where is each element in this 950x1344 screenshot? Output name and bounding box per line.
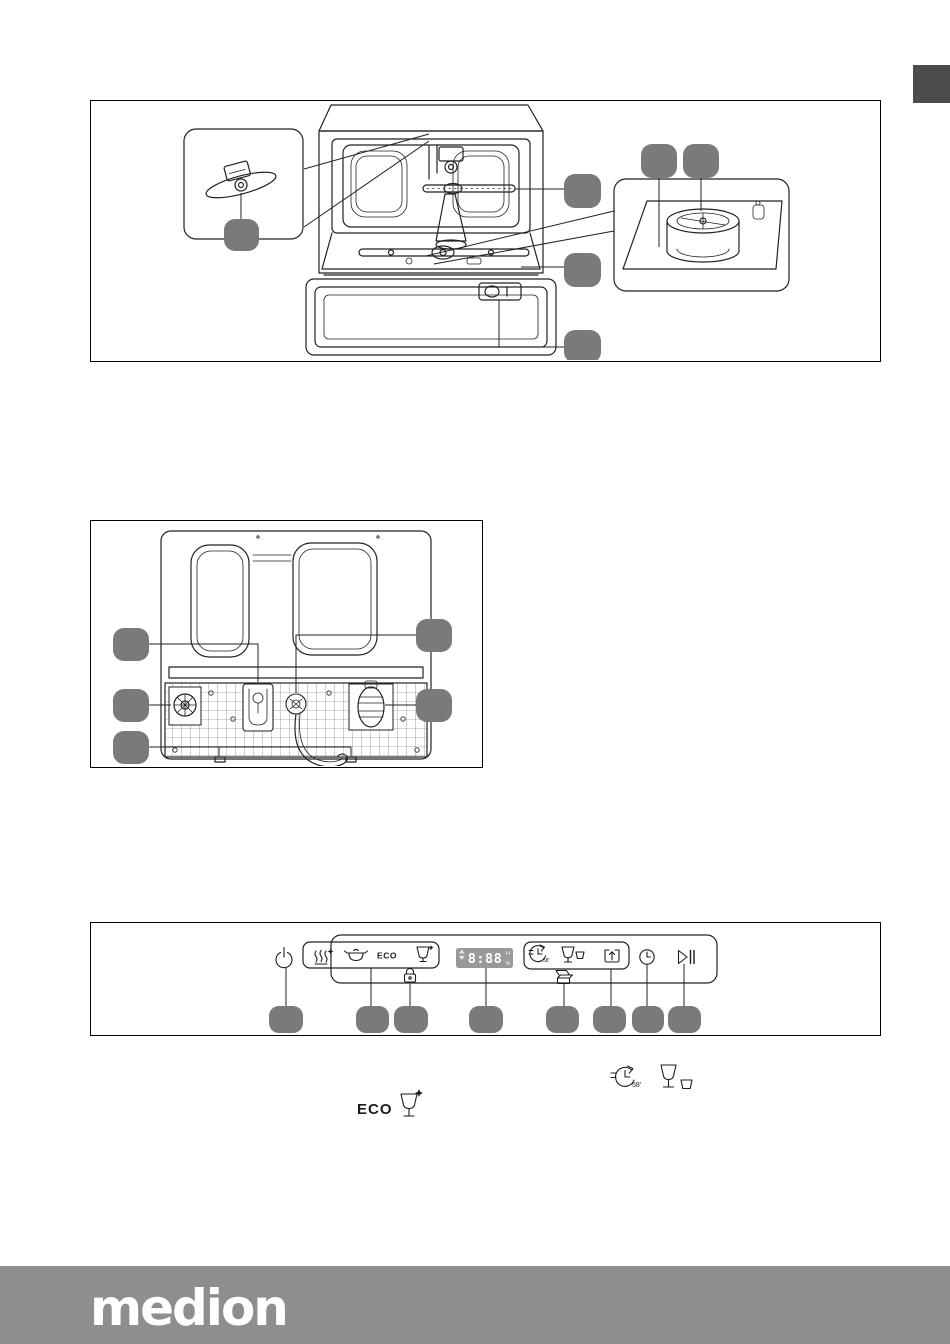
- dishwasher-rear-drawing: [91, 521, 481, 766]
- detergent-dispenser: [479, 283, 521, 300]
- lower-spray-arm: [359, 246, 529, 264]
- body-function-icons: [595, 1055, 710, 1103]
- water-feed-tube: [436, 194, 466, 249]
- express-duration-label: 58': [632, 1082, 642, 1089]
- rear-embossed-panels: [191, 536, 379, 657]
- filter-cylinder: [667, 209, 739, 262]
- figure-dishwasher-rear: [90, 520, 483, 768]
- open-door: [306, 279, 556, 355]
- callout-badge: [394, 1006, 428, 1033]
- start-pause-icon: [679, 951, 695, 964]
- figure-control-panel: [90, 922, 881, 1036]
- dishwasher-interior-drawing: [91, 101, 879, 360]
- eco-program-label: ECO: [377, 950, 397, 961]
- express-function-icon: [529, 945, 550, 964]
- filter-cap: [753, 201, 764, 219]
- callout-badge: [269, 1006, 303, 1033]
- callout-badge: [564, 253, 601, 287]
- callout-badge: [469, 1006, 503, 1033]
- callout-badge: [113, 731, 149, 764]
- page-corner-tab: [913, 65, 950, 103]
- drain-connector: [286, 694, 306, 714]
- tub-edges: [322, 233, 540, 275]
- child-lock-icon: [405, 969, 416, 983]
- rinse-aid-function-icon: [605, 950, 619, 962]
- callout-lines-panel: [286, 964, 684, 1006]
- glass-star-icon: [401, 1089, 423, 1116]
- inset-spray-arm-detail: [184, 129, 303, 251]
- inset-filter-detail: [614, 144, 789, 291]
- callout-badge: [632, 1006, 664, 1033]
- timer-icon: [640, 950, 654, 964]
- callout-badge: [416, 689, 452, 722]
- express-58-icon: [611, 1066, 641, 1089]
- water-inlet-valve: [169, 687, 201, 725]
- interior-back-panels: [351, 151, 509, 217]
- display-value: 8:88: [467, 950, 503, 967]
- callout-badge: [224, 219, 259, 251]
- normal-program-icon: [345, 950, 368, 961]
- power-icon: [276, 948, 292, 968]
- brand-logo: medion: [90, 1279, 287, 1337]
- callout-badge: [546, 1006, 579, 1033]
- callout-badge: [593, 1006, 626, 1033]
- control-panel-drawing: [91, 923, 879, 1034]
- display: [456, 948, 513, 968]
- body-eco-icons: [345, 1088, 445, 1128]
- callout-badge: [416, 619, 452, 652]
- callout-badge: [113, 689, 149, 722]
- callout-badge: [668, 1006, 701, 1033]
- figure-dishwasher-interior: [90, 100, 881, 362]
- display-percent-unit: %: [505, 961, 511, 967]
- callout-badge: [356, 1006, 389, 1033]
- callout-badge: [683, 144, 719, 178]
- glass-and-cup-icon: [661, 1065, 692, 1089]
- eco-label: ECO: [357, 1101, 393, 1118]
- glass-care-function-icon: [562, 947, 584, 962]
- glass-program-icon: [417, 945, 434, 962]
- door-open-icon: [556, 971, 573, 984]
- callout-badge: [113, 628, 149, 661]
- callout-badge: [564, 174, 601, 208]
- callout-badge: [641, 144, 677, 178]
- express-duration-label: 58': [543, 958, 550, 964]
- callout-badge: [564, 330, 601, 360]
- display-hour-unit: H: [506, 951, 510, 957]
- drain-bracket: [243, 684, 273, 731]
